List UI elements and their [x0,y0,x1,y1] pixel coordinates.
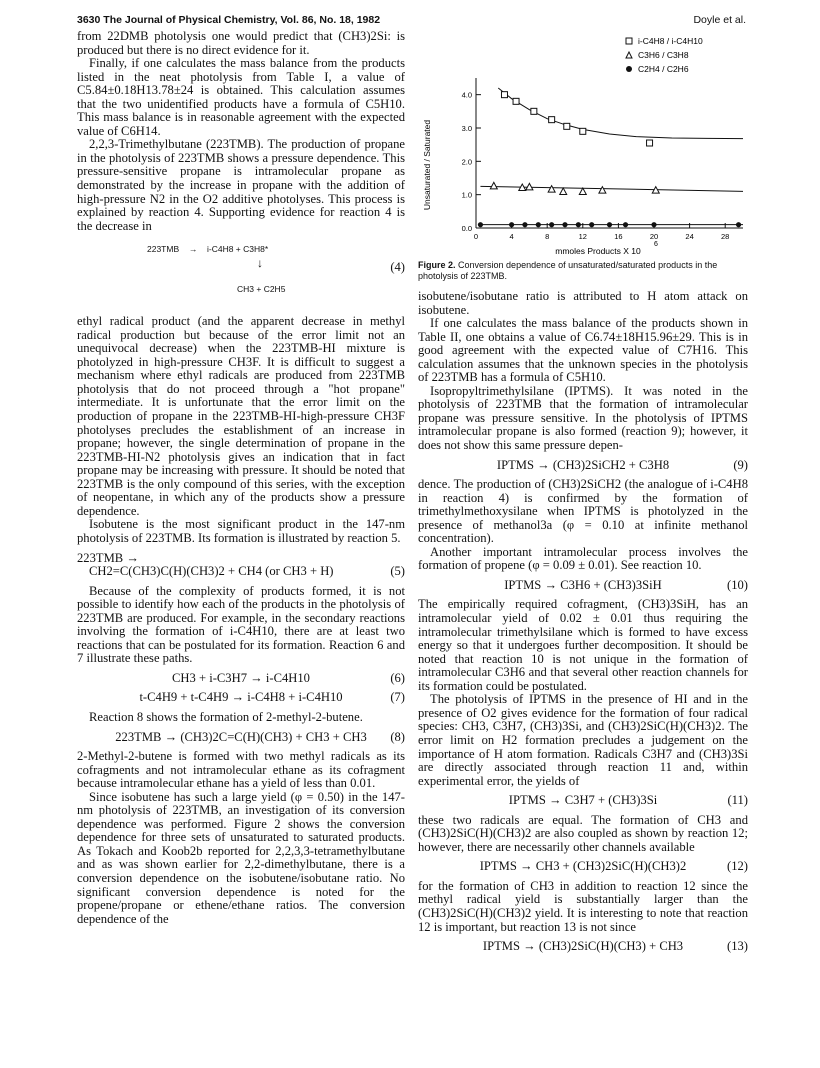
data-point-triangle [490,182,497,189]
legend-label: i-C4H8 / i-C4H10 [638,36,703,46]
equation-number: (13) [727,939,748,954]
chart-legend [626,36,703,74]
legend-label: C3H6 / C3H8 [638,50,689,60]
equation-11 [418,794,748,808]
equation-line: 223TMB → [77,550,139,565]
data-point-triangle [548,186,555,193]
scheme-down-arrow: ↓ [257,256,263,271]
equation-8 [77,731,405,745]
paragraph: ethyl radical product (and the apparent decrease in methyl radical production but because of the error limit not an unequivocal decrease) when the 223TMB-HI mixture is photolyzed in high-pressure CH3F. It is difficult to suggest a mechanism where ethyl radicals are produced from 223TMB photolysis that do not proceed through a "hot propane" intermediate. It is unfortunate that the error limit on the production of propane in the 223TMB-HI-high-pressure CH3F photolyses precludes the establishment of an increase in propane; however, the single determination of propane in the 223TMB-HI-N2 photolysis gives an indication that in fact propane may be increasing with pressure. It should be noted that 223TMB is the only compound of this series, with the exception of neopentane, in which any of the products show a pressure dependence. [77,314,405,518]
paragraph: Finally, if one calculates the mass balance from the products listed in the neat photolysis from Table I, a value of C5.84±0.18H13.78±24 is obtained. This calculation assumes that the two unidentified products have a formula of C5H10. This mass balance is in reasonable agreement with the expected value of C6H14. [77,56,405,138]
y-tick-label: 2.0 [461,157,472,167]
conversion-chart [418,30,748,260]
data-point-triangle [579,188,586,195]
data-point-circle [562,222,567,227]
scheme-reactant: 223TMB [147,244,180,255]
figure-caption [418,260,748,282]
x-tick-label: 4 [509,232,514,241]
x-tick-label: 12 [578,232,587,241]
data-point-circle [651,222,656,227]
reaction-scheme-4 [77,239,405,309]
equation-text: IPTMS → CH3 + (CH3)2SiC(H)(CH3)2 [479,859,687,874]
data-point-square [531,108,537,114]
equation-number: (6) [390,670,405,685]
paragraph: 2-Methyl-2-butene is formed with two methyl radicals as its cofragments and not intramolecular ethane as its cofragment because intramolecular ethane has a yield of less than 0.01. [77,749,405,791]
data-point-circle [576,222,581,227]
data-point-square [513,98,519,104]
data-point-square [580,128,586,134]
equation-line: CH2=C(CH3)C(H)(CH3)2 + CH4 (or CH3 + H) [89,564,334,579]
equation-number: (4) [390,260,405,275]
paragraph: these two radicals are equal. The formation of CH3 and (CH3)2SiC(H)(CH3)2 are also coupled as shown by reaction 12; however, there are necessarily other channels available [418,812,748,854]
scheme-arrow: → [189,244,198,255]
legend-label: C2H4 / C2H6 [638,64,689,74]
paragraph: from 22DMB photolysis one would predict that (CH3)2Si: is produced but there is no direct evidence for it. [77,29,405,57]
data-point-circle [536,222,541,227]
paragraph: dence. The production of (CH3)2SiCH2 (the analogue of i-C4H8 in reaction 4) is confirmed by the formation of trimethylmethoxysilane when IPTMS is photolyzed in the presence of methanol3a (φ = 0.10 at infinite methanol concentration). [418,477,748,546]
paragraph: for the formation of CH3 in addition to reaction 12 since the methyl radical yield is substantially larger than the (CH3)2SiC(H)(CH3)2 yield. It is interesting to note that reaction 12 is important, but reaction 13 is not since [418,878,748,934]
scheme-lower: CH3 + C2H5 [237,284,286,295]
equation-number: (9) [733,457,748,472]
x-tick-label: 20 [649,232,659,241]
data-point-circle [478,222,483,227]
running-header-right: Doyle et al. [693,14,746,26]
equation-5 [77,552,405,579]
paragraph: The empirically required cofragment, (CH3)3SiH, has an intramolecular yield of 0.02 ± 0.01 thus requiring the intramolecular trimethylsilane which is formed to have excess energy so that it undergoes further decomposition. It should be noted that reaction 10 is not unique in the formation of intramolecular C3H6 and that several other reaction channels for its formation could be postulated. [418,597,748,693]
equation-text: IPTMS → C3H7 + (CH3)3Si [508,793,658,808]
scheme-products: i-C4H8 + C3H8* [207,244,269,255]
y-axis-label: Unsaturated / Saturated [422,119,432,211]
x-tick-label: 0 [473,232,479,241]
x-tick-label: 8 [545,232,550,241]
x-tick-label: 24 [685,232,694,241]
data-point-square [564,123,570,129]
data-point-circle [623,222,628,227]
equation-6 [77,672,405,686]
y-tick-label: 3.0 [461,124,472,133]
caption-text: Conversion dependence of unsaturated/saturated products in the photolysis of 223TMB. [418,260,718,281]
y-tick-label: 0.0 [461,224,472,233]
paragraph: Isobutene is the most significant product in the 147-nm photolysis of 223TMB. Its formation is illustrated by reaction 5. [77,517,405,545]
figure-2 [418,30,748,260]
left-column [77,30,405,926]
legend-triangle-marker [626,52,632,58]
x-tick-label: 16 [614,232,623,241]
paragraph: Reaction 8 shows the formation of 2-methyl-2-butene. [89,709,363,724]
caption-label: Figure 2. [418,260,456,270]
data-point-circle [522,222,527,227]
paragraph: isobutene/isobutane ratio is attributed to H atom attack on isobutene. [418,289,748,317]
equation-10 [418,579,748,593]
data-point-circle [589,222,594,227]
x-axis-label: mmoles Products X 10 [555,246,641,256]
equation-text: CH3 + i-C3H7 → i-C4H10 [172,670,310,685]
x-axis-label-exponent: 6 [654,241,658,248]
data-point-circle [549,222,554,227]
y-tick-label: 1.0 [461,190,472,200]
equation-number: (10) [727,577,748,592]
equation-number: (11) [727,793,748,808]
paragraph: Isopropyltrimethylsilane (IPTMS). It was noted in the photolysis of 223TMB that the formation of intramolecular propane was pressure sensitive. In the photolysis of IPTMS intramolecular propane is also formed (reaction 9); however, it does not show this same pressure depen- [418,383,748,453]
running-header-left: 3630 The Journal of Physical Chemistry, Vol. 86, No. 18, 1982 [77,14,381,26]
chart-marks [478,88,743,227]
data-point-square [549,117,555,123]
data-point-square [501,92,507,98]
legend-square-marker [626,38,632,44]
paragraph: The photolysis of IPTMS in the presence of HI and in the presence of O2 gives evidence for the formation of four radical species: CH3, C3H7, (CH3)3Si, and (CH3)2SiC(H)(CH3)2. The error limit on H2 formation precludes a judgement on the importance of H atom formation. Radicals C3H7 and (CH3)3Si are directly associated through reaction 11 and, within experimental error, the yields of [418,692,748,788]
equation-number: (7) [390,690,405,705]
equation-number: (12) [727,859,748,874]
equation-number: (5) [390,563,405,578]
paragraph: If one calculates the mass balance of the products shown in Table II, one obtains a value of C6.74±18H15.96±29. This is in good agreement with the expected value of C7H16. This calculation assumes that the unknown species in the photolysis of 223TMB has a formula of C5H10. [418,316,748,385]
equation-12 [418,860,748,874]
x-tick-label: 28 [721,232,730,241]
equation-9 [418,459,748,473]
equation-text: t-C4H9 + t-C4H9 → i-C4H8 + i-C4H10 [139,690,343,705]
equation-text: 223TMB → (CH3)2C=C(H)(CH3) + CH3 + CH3 [115,729,367,744]
equation-text: IPTMS → (CH3)2SiC(H)(CH3) + CH3 [482,939,684,954]
paragraph: Another important intramolecular process involves the formation of propene (φ = 0.09 ± 0.01). See reaction 10. [418,544,748,573]
paragraph: Because of the complexity of products formed, it is not possible to identify how each of the products in the photolysis of 223TMB are produced. For example, in the secondary reactions involving the formation of i-C4H10, there are at least two reactions that can be postulated for its formation. Reaction 6 and 7 illustrate these paths. [77,583,405,666]
data-point-triangle [599,187,606,194]
equation-text: IPTMS → (CH3)2SiCH2 + C3H8 [496,457,670,472]
equation-number: (8) [390,729,405,744]
equation-13 [418,940,748,954]
equation-7 [77,691,405,705]
data-point-circle [509,222,514,227]
page-header [77,14,746,30]
chart-axes [462,78,743,241]
paragraph: Since isobutene has such a large yield (φ = 0.50) in the 147-nm photolysis of 223TMB, an investigation of its conversion dependence was performed. Figure 2 shows the conversion dependence for three sets of unsaturated to saturated products. As Tokach and Koob2b reported for 2,2,3,3-tetramethylbutane and as was shown earlier for 2,2-dimethylbutane, there is a conversion dependence on the isobutene/isobutane ratio. No significant conversion dependence is noted for the propene/propane or ethene/ethane ratios. The conversion dependence of the [77,789,405,926]
legend-circle-marker [626,66,632,72]
data-point-circle [607,222,612,227]
paragraph: 2,2,3-Trimethylbutane (223TMB). The production of propane in the photolysis of 223TMB shows a pressure dependence. This pressure-sensitive propane is intramolecular propane as demonstrated by the increase in propane with the addition of high-pressure N2 in the O2 additive photolyses. This process is explained by reaction 4. Supporting evidence for reaction 4 is the decrease in [77,137,405,233]
data-point-triangle [526,183,533,190]
data-point-circle [736,222,741,227]
data-point-square [647,140,653,146]
data-point-triangle [560,188,567,195]
right-column [418,30,748,960]
y-tick-label: 4.0 [461,90,472,100]
equation-text: IPTMS → C3H6 + (CH3)3SiH [504,577,662,592]
